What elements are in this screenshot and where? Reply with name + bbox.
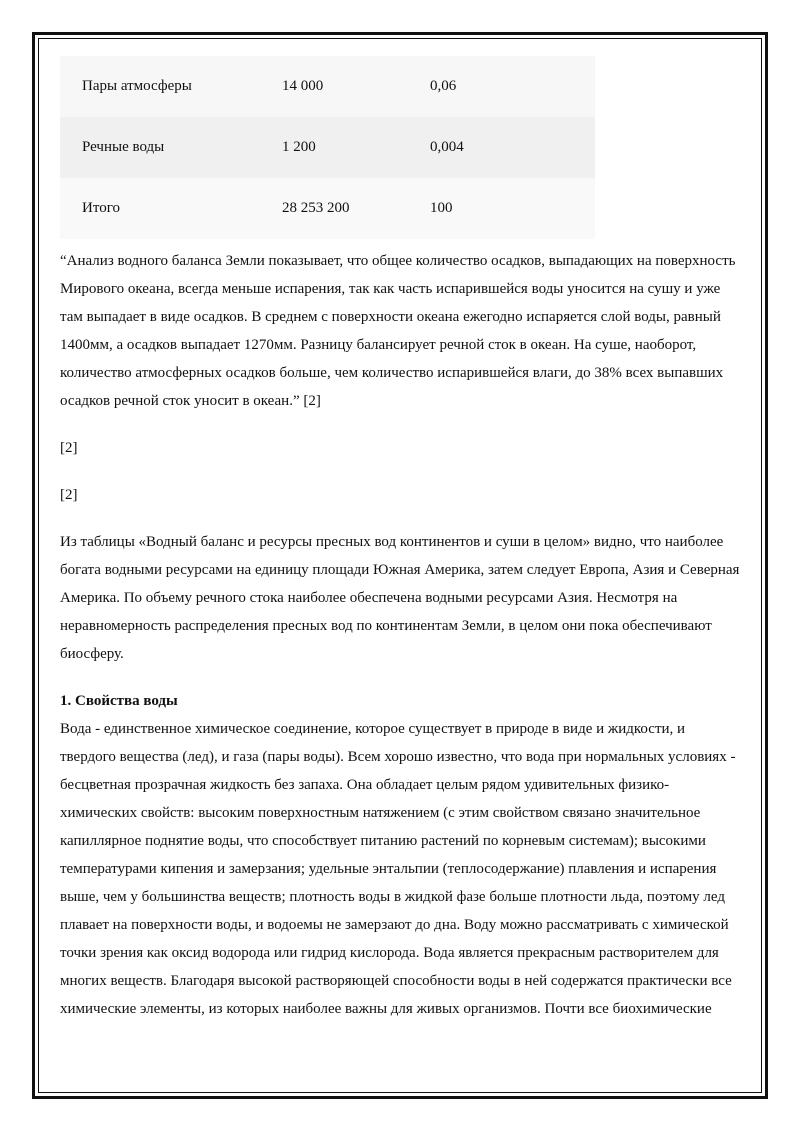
table-cell-volume: 1 200: [260, 117, 408, 178]
table-cell-percent: 0,004: [408, 117, 595, 178]
table-cell-name: Пары атмосферы: [60, 56, 260, 117]
water-resources-table: [60, 56, 595, 239]
table-cell-percent: 0,06: [408, 56, 595, 117]
conclusion-paragraph: Из таблицы «Водный баланс и ресурсы пресных вод континентов и суши в целом» видно, что наиболее богата водными ресурсами на единицу площади Южная Америка, затем следует Европа, Азия и Северная Америка. По объему речного стока наиболее обеспечена водными ресурсами Азия. Несмотря на неравномерность распределения пресных вод по континентам Земли, в целом они пока обеспечивают биосферу.: [60, 534, 740, 662]
section-heading: 1. Свойства воды: [60, 693, 178, 709]
section-body-paragraph: Вода - единственное химическое соединение, которое существует в природе в виде и жидкости, и твердого вещества (лед), и газа (пары воды). Всем хорошо известно, что вода при нормальных условиях - бесцветная прозрачная жидкость без запаха. Она обладает целым рядом удивительных физико-химических свойств: высоким поверхностным натяжением (с этим свойством связано значительное капиллярное поднятие воды, что способствует питанию растений по корневым системам); высокими температурами кипения и замерзания; удельные энтальпии (теплосодержание) плавления и испарения выше, чем у большинства веществ; плотность воды в жидкой фазе больше плотности льда, поэтому лед плавает на поверхности воды, и водоемы не замерзают до дна. Воду можно рассматривать с химической точки зрения как оксид водорода или гидрид кислорода. Вода является прекрасным растворителем для многих веществ. Благодаря высокой растворяющей способности воды в ней содержатся практически все химические элементы, из которых наиболее важны для живых организмов. Почти все биохимические: [60, 721, 736, 1017]
quote-paragraph: “Анализ водного баланса Земли показывает, что общее количество осадков, выпадающих на поверхность Мирового океана, всегда меньше испарения, так как часть испарившейся воды уносится на сушу и уже там выпадает в виде осадков. В среднем с поверхности океана ежегодно испаряется слой воды, равный 1400мм, а осадков выпадает 1270мм. Разницу балансирует речной сток в океан. На суше, наоборот, количество атмосферных осадков больше, чем количество испарившейся влаги, до 38% всех выпавших осадков речной сток уносит в океан.” [2]: [60, 253, 736, 409]
table-cell-volume: 14 000: [260, 56, 408, 117]
table-cell-percent: 100: [408, 178, 595, 239]
table-cell-name: Речные воды: [60, 117, 260, 178]
reference-line: [2]: [60, 440, 78, 456]
table-row: [60, 56, 595, 117]
table-row: [60, 178, 595, 239]
table-cell-name: Итого: [60, 178, 260, 239]
table-cell-volume: 28 253 200: [260, 178, 408, 239]
reference-line: [2]: [60, 487, 78, 503]
document-content: [60, 56, 740, 1023]
table-row: [60, 117, 595, 178]
